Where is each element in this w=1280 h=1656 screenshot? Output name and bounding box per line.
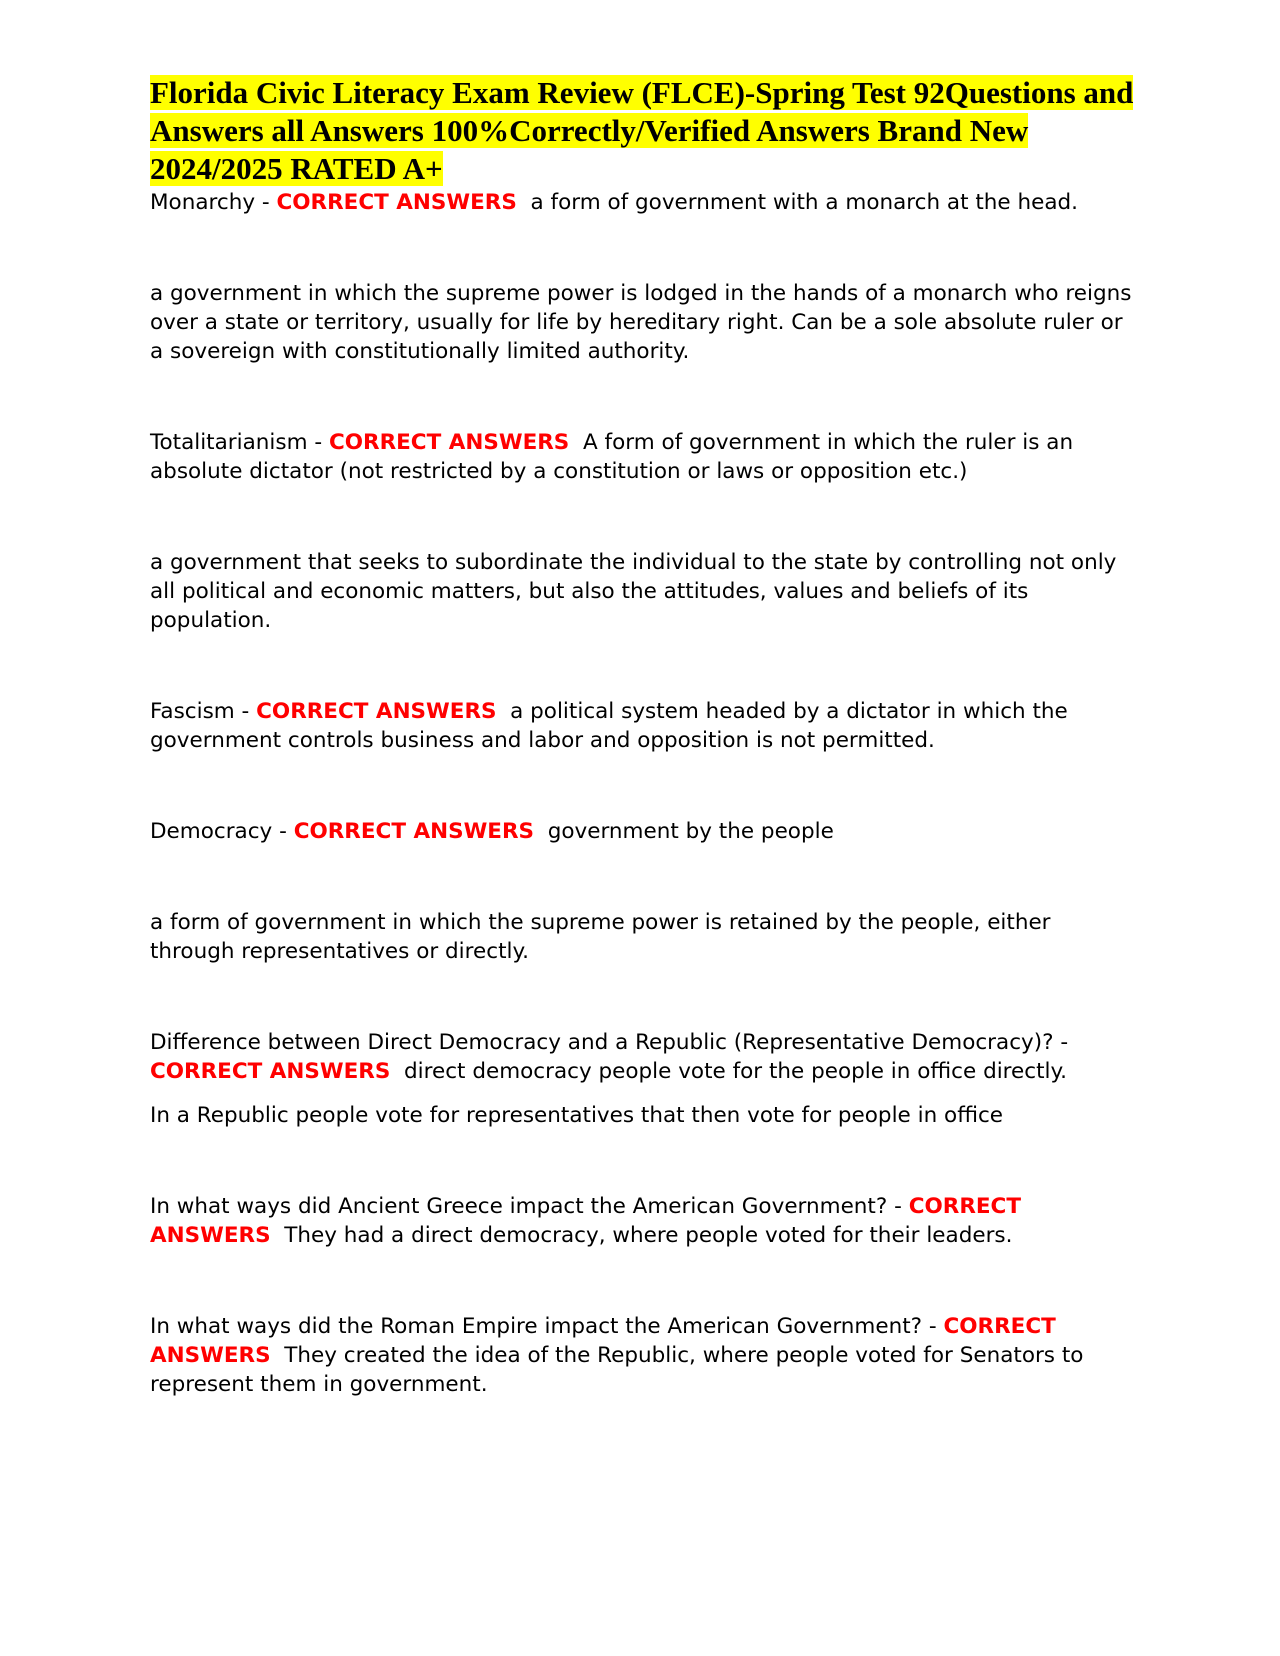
qa-entry-monarchy bbox=[150, 188, 1140, 217]
spacer bbox=[150, 1250, 1140, 1312]
qa-entry-ancient-greece bbox=[150, 1192, 1140, 1250]
term: Monarchy - bbox=[150, 190, 277, 215]
answer: A form of government in which the ruler is an absolute dictator (not restricted by a constitution or laws or opposition etc.) bbox=[150, 430, 1080, 484]
qa-entry-direct-vs-republic bbox=[150, 1028, 1140, 1086]
spacer bbox=[150, 1086, 1140, 1101]
correct-answers-label: CORRECT ANSWERS bbox=[150, 1059, 391, 1084]
spacer bbox=[150, 486, 1140, 548]
correct-answers-label: CORRECT ANSWERS bbox=[328, 430, 570, 455]
extra-republic: In a Republic people vote for representatives that then vote for people in office bbox=[150, 1103, 1004, 1128]
detail-democracy: a form of government in which the supreme power is retained by the people, either through representatives or directly. bbox=[150, 910, 1051, 964]
detail-monarchy: a government in which the supreme power is lodged in the hands of a monarch who reigns over a state or territory, usually for life by hereditary right. Can be a sole absolute ruler or a sovereign with constitutionally limited authority. bbox=[150, 281, 1132, 364]
qa-entry-roman-empire bbox=[150, 1312, 1140, 1399]
title-highlight: Florida Civic Literacy Exam Review (FLCE)-Spring Test 92Questions and Answers all Answers 100%Correctly/Verified Answers Brand New 2024/2025 RATED A+ bbox=[150, 75, 1134, 186]
term: Difference between Direct Democracy and a Republic (Representative Democracy)? - bbox=[150, 1030, 1069, 1055]
answer: They created the idea of the Republic, where people voted for Senators to represent them in government. bbox=[150, 1343, 1091, 1397]
detail-totalitarianism: a government that seeks to subordinate the individual to the state by controlling not only all political and economic matters, but also the attitudes, values and beliefs of its population. bbox=[150, 550, 1117, 633]
correct-answers-label: CORRECT ANSWERS bbox=[150, 1194, 1022, 1248]
qa-entry-fascism bbox=[150, 697, 1140, 755]
spacer bbox=[150, 1130, 1140, 1192]
answer: a form of government with a monarch at the head. bbox=[516, 190, 1079, 215]
answer: direct democracy people vote for the people in office directly. bbox=[390, 1059, 1067, 1084]
spacer bbox=[150, 846, 1140, 908]
term: Fascism - bbox=[150, 699, 257, 724]
spacer bbox=[150, 966, 1140, 1028]
correct-answers-label: CORRECT ANSWERS bbox=[293, 819, 535, 844]
correct-answers-label: CORRECT ANSWERS bbox=[256, 699, 497, 724]
term: Totalitarianism - bbox=[150, 430, 329, 455]
spacer bbox=[150, 635, 1140, 697]
qa-entry-totalitarianism bbox=[150, 428, 1140, 486]
correct-answers-label: CORRECT ANSWERS bbox=[276, 190, 517, 215]
term: In what ways did Ancient Greece impact the American Government? - bbox=[150, 1194, 909, 1219]
term: Democracy - bbox=[150, 819, 294, 844]
spacer bbox=[150, 366, 1140, 428]
answer: government by the people bbox=[534, 819, 834, 844]
spacer bbox=[150, 217, 1140, 279]
document-title bbox=[150, 74, 1140, 188]
document-page bbox=[150, 74, 1140, 1399]
qa-entry-democracy bbox=[150, 817, 1140, 846]
answer: They had a direct democracy, where people voted for their leaders. bbox=[270, 1223, 1013, 1248]
spacer bbox=[150, 755, 1140, 817]
correct-answers-label: CORRECT ANSWERS bbox=[150, 1314, 1056, 1368]
answer: a political system headed by a dictator in which the government controls business and labor and opposition is not permitted. bbox=[150, 699, 1075, 753]
term: In what ways did the Roman Empire impact the American Government? - bbox=[150, 1314, 944, 1339]
